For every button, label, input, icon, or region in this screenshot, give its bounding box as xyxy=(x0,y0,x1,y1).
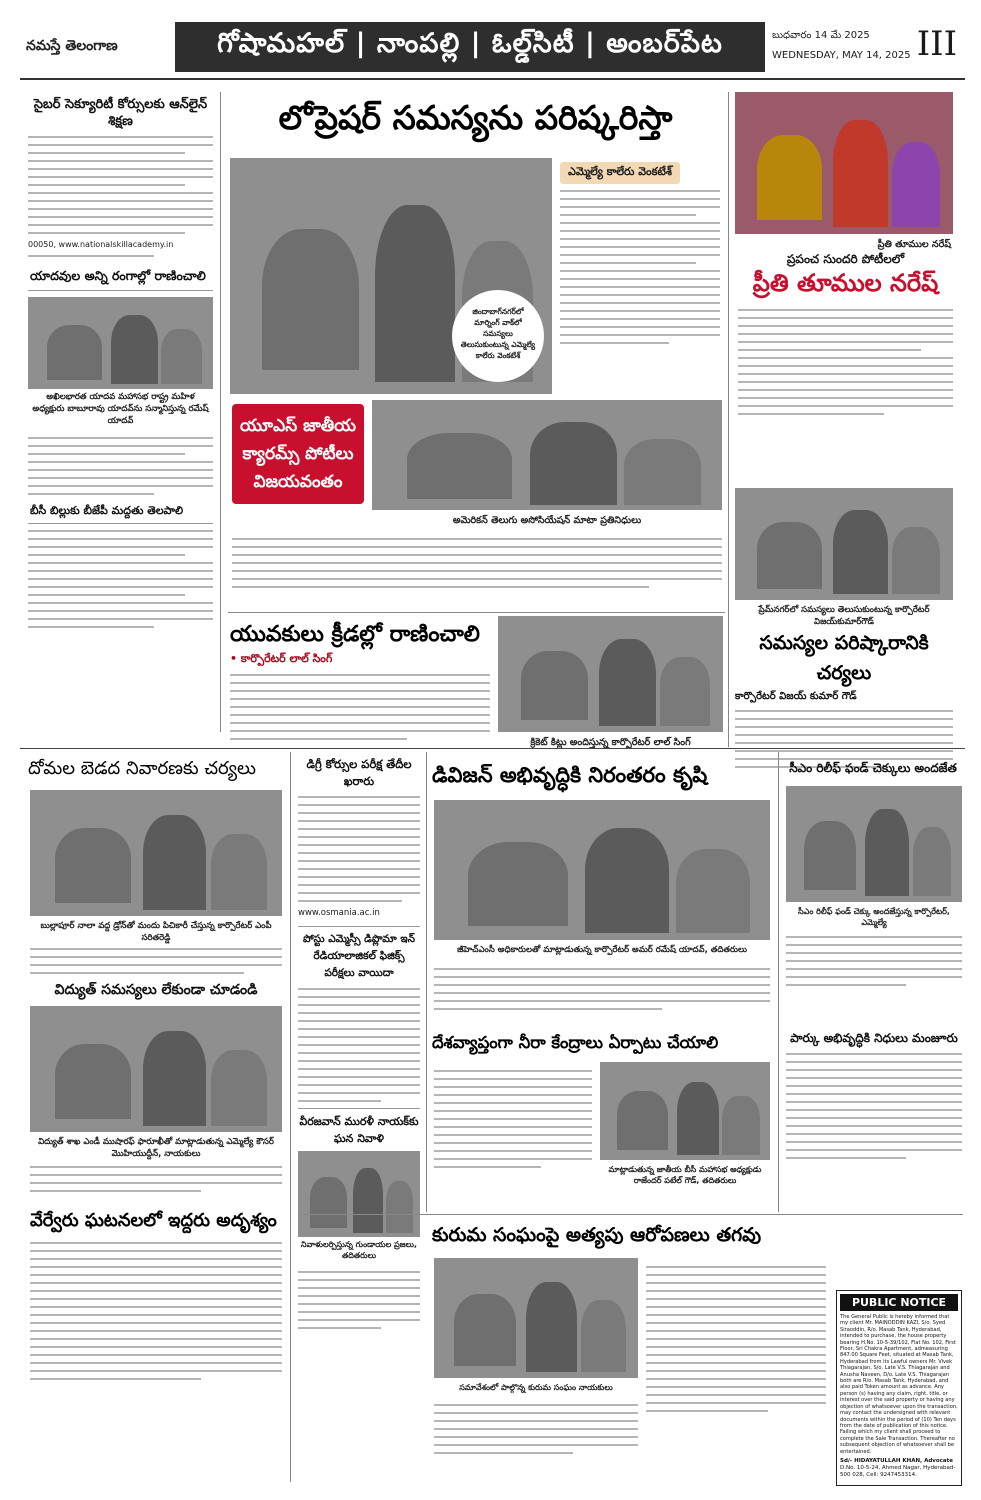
cyber-article-body xyxy=(28,136,213,234)
power-photo xyxy=(30,1006,282,1132)
lead-photo xyxy=(230,158,552,394)
pageant-photo xyxy=(735,92,953,234)
tribute-photo xyxy=(298,1151,420,1237)
division-article-body xyxy=(434,962,770,1016)
carrom-photo-caption: అమెరికన్ తెలుగు అసోసియేషన్ మాటా ప్రతినిధులు xyxy=(452,515,642,526)
water-story xyxy=(432,1028,770,1058)
carrom-article-body xyxy=(232,532,722,594)
lead-article xyxy=(560,160,720,350)
cmrf-photo xyxy=(786,786,962,902)
tribute-photo-caption: నివాళులర్పిస్తున్న గుండాయల ప్రజలు, తదితరులు xyxy=(300,1240,418,1260)
lead-article-body xyxy=(560,190,720,344)
lead-photo-caption: జిందాబాగ్‌నగర్‌లో మార్నింగ్ వాక్‌లో సమస్యలు తెలుసుకుంటున్న ఎమ్మెల్యే కాలేరు వెంకటేశ్ xyxy=(452,290,544,382)
problems-byline: కార్పొరేటర్ విజయ్ కుమార్ గౌడ్ xyxy=(735,691,857,702)
water-photo-caption: మాట్లాడుతున్న జాతీయ బీసీ మహాసభ అధ్యక్షుడు రాజేందర్ పటేల్ గౌడ్, తదితరులు xyxy=(608,1165,762,1185)
yadav-headline: యాదవుల అన్ని రంగాల్లో రాణించాలి xyxy=(28,265,213,291)
sports-story xyxy=(230,620,490,746)
missing-headline: వేర్వేరు ఘటనలలో ఇద్దరు అదృశ్యం xyxy=(30,1210,277,1231)
bc-article-body xyxy=(28,530,213,628)
mosquito-article-body xyxy=(30,942,282,980)
pageant-kicker: ప్రపంచ సుందరి పోటీలలో xyxy=(786,252,905,266)
notice-address: D.No. 10-5-24, Ahmed Nagar, Hyderabad-500 028, Cell: 9247453314. xyxy=(840,1464,956,1478)
column-divider xyxy=(778,752,779,1212)
parks-headline: పార్కు అభివృద్ధికి నిధులు మంజూరు xyxy=(790,1031,958,1045)
kuruma-headline: కురుమ సంఘంపై అత్యపు ఆరోపణలు తగవు xyxy=(432,1224,762,1246)
column-divider xyxy=(220,92,221,732)
pageant-photo-caption: ప్రీతి తూముల నరేష్ xyxy=(877,239,951,250)
section-divider xyxy=(228,612,725,613)
mosquito-photo xyxy=(30,790,282,916)
kuruma-article-body-right xyxy=(646,1260,826,1418)
sports-byline: • కార్పొరేటర్ లాల్ సింగ్ xyxy=(230,652,333,665)
missing-story xyxy=(30,1206,282,1386)
parks-story xyxy=(786,1030,962,1165)
masthead xyxy=(20,18,965,80)
premnagar-photo-caption: ప్రేమ్‌నగర్‌లో సమస్యలు తెలుసుకుంటున్న కార్పొరేటర్ విజయ్‌కుమార్‌గౌడ్ xyxy=(758,605,930,627)
page-number: III xyxy=(916,24,957,64)
page-mid-divider xyxy=(20,748,965,749)
parks-article-body xyxy=(786,1053,962,1159)
division-photo-caption: జీహెచ్ఎంసీ అధికారులతో మాట్లాడుతున్న కార్పొరేటర్ అమర్ రమేష్ యాదవ్, తదితరులు xyxy=(457,945,747,955)
yadav-article-body xyxy=(28,437,213,495)
left-column xyxy=(28,96,213,736)
cmrf-article-body xyxy=(786,930,962,992)
degree-headline: డిగ్రీ కోర్సుల పరీక్ష తేదీల ఖరారు xyxy=(306,757,412,788)
problems-story xyxy=(735,628,953,774)
section-divider xyxy=(298,1214,963,1215)
division-headline: డివిజన్ అభివృద్ధికి నిరంతరం కృషి xyxy=(432,763,708,787)
missing-article-body xyxy=(30,1242,282,1380)
sports-photo-caption: క్రికెట్ కిట్లు అందిస్తున్న కార్పొరేటర్ లాల్ సింగ్ xyxy=(530,737,691,748)
cmrf-story xyxy=(784,760,962,777)
public-notice xyxy=(836,1290,962,1486)
column-divider xyxy=(290,752,291,1482)
cyber-course-headline: సైబర్ సెక్యూరిటీ కోర్సులకు ఆన్‌లైన్ శిక్షణ xyxy=(33,97,208,129)
bc-bill-headline: బీసీ బిల్లుకు బీజేపీ మద్దతు తెలపాలి xyxy=(28,501,213,524)
zone-title-bar: గోషామహల్ | నాంపల్లి | ఓల్డ్‌సిటీ | అంబర్‌పేట xyxy=(175,22,765,72)
tribute-article-body xyxy=(298,1271,420,1329)
power-headline: విద్యుత్ సమస్యలు లేకుండా చూడండి xyxy=(54,982,258,998)
power-photo-caption: విద్యుత్ శాఖ ఎండీ ముషారఫ్ ఫారూఖీతో మాట్లాడుతున్న ఎమ్మెల్యే కౌసర్ మొహియుద్దీన్, నాయకులు xyxy=(38,1137,274,1159)
kuruma-photo-caption: సమావేశంలో పాల్గొన్న కురుమ సంఘం నాయకులు xyxy=(459,1383,613,1392)
power-story xyxy=(30,982,282,999)
carrom-photo xyxy=(372,400,722,510)
yadav-photo-caption: అఖిలభారత యాదవ మహాసభ రాష్ట్ర మహిళ అధ్యక్షురు బాబూరావు యాదవ్‌ను సన్మానిస్తున్న రమేష్ యాదవ్ xyxy=(32,392,209,426)
cmrf-headline: సీఎం రిలీఫ్ ఫండ్ చెక్కులు అందజేత xyxy=(789,761,957,775)
degree-column xyxy=(298,756,420,1335)
column-divider xyxy=(426,752,427,1212)
radiology-headline: పోస్టు ఎమ్మెస్సీ డిప్లొమా ఇన్ రేడియాలాజికల్ ఫిజిక్స్ పరీక్షలు వాయిదా xyxy=(298,926,420,982)
premnagar-photo xyxy=(735,488,953,600)
water-headline: దేశవ్యాప్తంగా నీరా కేంద్రాలు ఏర్పాటు చేయాలి xyxy=(432,1033,719,1052)
mosquito-story xyxy=(28,754,283,784)
water-photo xyxy=(600,1062,770,1160)
kuruma-story xyxy=(432,1220,832,1250)
sports-headline: యువకులు క్రీడల్లో రాణించాలి xyxy=(230,622,480,647)
water-article-body xyxy=(434,1064,592,1174)
date-english: WEDNESDAY, MAY 14, 2025 xyxy=(772,50,911,61)
sports-photo xyxy=(498,616,723,732)
notice-body: The General Public is hereby informed that my client Mr. MAINODDIN KAZI, S/o. Syed Siraoddin, R/o. Masab Tank, Hyderabad, intended to purchase, the house property bearing H.No. 10-5-39/102, Flat No. 102, First Floor, Sri Chakra Apartment, admeasuring 847.00 Square Feet, situated at Masab Tank, Hyderabad from its Lawful owners Mr. Vivek Thiagarajan, S/o. Late V.S. Thiagarajan and Anusha Naveen, D/o. Late V.S. Thiagarajan both are R/o. Masab Tank, Hyderabad, and also paid Token amount as advance. Any person (s) having any claim, right, title, or interest over the said property or having any objection of whatsoever upon the transaction, may contact the undersigned with relevant documents within the period of (10) Ten days from the date of publication of this notice. Failing which my client shall proceed to complete the Sale Transaction. Thereafter no subsequent objection of whatsoever shall be entertained. xyxy=(840,1314,958,1455)
notice-signature: Sd/- HIDAYATULLAH KHAN, Advocate xyxy=(840,1457,953,1464)
pageant-story xyxy=(738,252,953,421)
lead-headline: లోప్రెషర్ సమస్యను పరిష్కరిస్తా xyxy=(278,98,673,137)
date-block xyxy=(772,26,911,66)
division-story xyxy=(432,760,770,790)
mosquito-headline: దోమల బెడద నివారణకు చర్యలు xyxy=(28,758,256,779)
lead-tag: ఎమ్మెల్యే కాలేరు వెంకటేశ్ xyxy=(560,162,680,184)
tribute-headline: వీరజవాన్ మురళీ నాయక్‌కు ఘన నివాళి xyxy=(298,1108,420,1147)
carrom-headline-box: యూఎస్ జాతీయ క్యారమ్స్ పోటీలు విజయవంతం xyxy=(232,404,364,504)
pageant-title: ప్రీతి తూముల నరేష్ xyxy=(752,269,939,297)
column-divider xyxy=(728,92,729,747)
cmrf-photo-caption: సీఎం రిలీఫ్ ఫండ్ చెక్కు అందజేస్తున్న కార్పొరేటర్, ఎమ్మెల్యే xyxy=(798,907,950,927)
lead-story xyxy=(228,98,723,138)
pageant-article-body xyxy=(738,309,953,415)
osmania-url-link[interactable]: www.osmania.ac.in xyxy=(298,908,380,918)
yadav-photo xyxy=(28,297,213,389)
date-telugu: బుధవారం 14 మే 2025 xyxy=(772,30,870,41)
power-article-body xyxy=(30,1160,282,1198)
sports-article-body xyxy=(230,674,490,740)
problems-headline: సమస్యల పరిష్కారానికి చర్యలు xyxy=(759,632,929,684)
cyber-url-link[interactable]: 00050, www.nationalskillacademy.in xyxy=(28,240,174,249)
notice-heading: PUBLIC NOTICE xyxy=(840,1294,958,1311)
kuruma-photo xyxy=(434,1258,638,1378)
newspaper-brand: నమస్తే తెలంగాణ xyxy=(26,38,118,54)
degree-article-body xyxy=(298,796,420,902)
radiology-article-body xyxy=(298,988,420,1102)
kuruma-article-body-left xyxy=(434,1398,638,1460)
mosquito-photo-caption: బుల్లాపూర్ నాలా వద్ద డ్రోన్‌తో మందు పిచికారీ చేస్తున్న కార్పొరేటర్ ఎంపీ సరితరెడ్డి xyxy=(40,921,272,943)
division-photo xyxy=(434,800,770,940)
